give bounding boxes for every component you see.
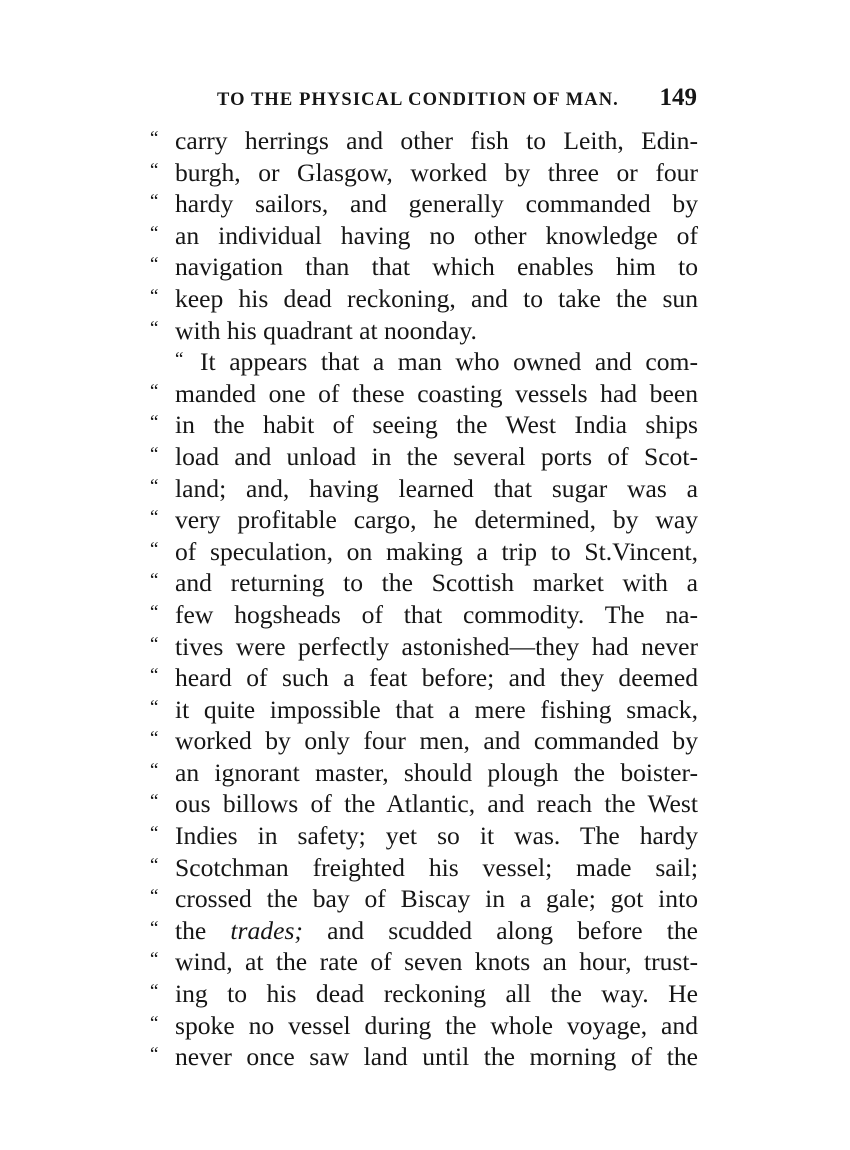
line-text: land; and, having learned that sugar was a	[175, 473, 698, 503]
quote-mark: “	[150, 475, 158, 497]
quote-mark: “	[150, 443, 158, 465]
line-text: never once saw land until the morning of the	[175, 1042, 698, 1072]
line-text: an individual having no other knowledge of	[175, 220, 698, 250]
line-text-before: the	[175, 915, 231, 945]
text-line	[150, 1010, 698, 1042]
quote-mark: “	[150, 285, 158, 307]
line-text: in the habit of seeing the West India ships	[175, 410, 698, 440]
text-line	[150, 567, 698, 599]
quote-mark: “	[150, 633, 158, 655]
line-text-after: and scudded along before the	[302, 915, 698, 945]
line-text: carry herrings and other fish to Leith, Edin-	[175, 126, 698, 155]
quote-mark: “	[150, 222, 158, 244]
line-text: and returning to the Scottish market with a	[175, 568, 698, 598]
quote-mark: “	[150, 412, 158, 434]
line-text: few hogsheads of that commodity. The na-	[175, 599, 698, 629]
line-text: it quite impossible that a mere fishing smack,	[175, 694, 698, 724]
line-text: heard of such a feat before; and they deemed	[175, 663, 698, 693]
text-line	[150, 1041, 698, 1073]
quote-mark: “	[150, 570, 158, 592]
quote-mark: “	[150, 917, 158, 939]
line-text: navigation than that which enables him to	[175, 252, 698, 282]
text-line	[150, 946, 698, 978]
quote-mark: “	[150, 949, 158, 971]
quote-mark: “	[150, 507, 158, 529]
quote-mark: “	[150, 981, 158, 1003]
quote-mark: “	[150, 191, 158, 213]
text-line	[150, 788, 698, 820]
text-line	[150, 125, 698, 157]
line-text	[175, 915, 698, 947]
line-text: with his quadrant at noonday.	[175, 315, 477, 345]
line-text: manded one of these coasting vessels had been	[175, 378, 698, 408]
text-line	[150, 473, 698, 505]
quote-mark: “	[150, 128, 158, 149]
quote-mark: “	[150, 380, 158, 402]
text-line	[150, 599, 698, 631]
running-head	[217, 84, 697, 118]
line-text: load and unload in the several ports of Scot-	[175, 441, 698, 471]
line-text: Indies in safety; yet so it was. The hardy	[175, 821, 698, 851]
text-line	[150, 504, 698, 536]
text-line	[150, 820, 698, 852]
line-text: tives were perfectly astonished—they had never	[175, 631, 698, 661]
text-line	[150, 662, 698, 694]
text-line	[150, 251, 698, 283]
quote-mark: “	[150, 601, 158, 623]
quote-mark: “	[150, 317, 158, 339]
text-line	[150, 441, 698, 473]
text-line	[150, 536, 698, 568]
quote-mark: “	[150, 759, 158, 781]
page-number: 149	[659, 84, 697, 111]
line-text: wind, at the rate of seven knots an hour, trust-	[175, 947, 698, 977]
line-text: hardy sailors, and generally commanded by	[175, 189, 698, 219]
text-line	[150, 315, 698, 347]
quote-mark: “	[150, 696, 158, 718]
line-text: burgh, or Glasgow, worked by three or four	[175, 157, 698, 187]
paragraph-start-line	[150, 346, 698, 378]
line-text: ing to his dead reckoning all the way. He	[175, 979, 698, 1009]
text-line	[150, 631, 698, 663]
line-text: keep his dead reckoning, and to take the sun	[175, 283, 698, 313]
text-line	[150, 220, 698, 252]
text-line	[150, 725, 698, 757]
line-text: crossed the bay of Biscay in a gale; got into	[175, 884, 698, 914]
text-line	[150, 757, 698, 789]
text-line	[150, 157, 698, 189]
quote-mark: “	[150, 823, 158, 845]
quote-mark: “	[150, 791, 158, 813]
italic-word-trades: trades;	[230, 915, 303, 945]
quote-mark: “	[150, 728, 158, 750]
quote-mark: “	[150, 254, 158, 276]
line-text: very profitable cargo, he determined, by way	[175, 505, 698, 535]
text-line	[150, 409, 698, 441]
quote-mark: “	[150, 1044, 158, 1066]
running-title: TO THE PHYSICAL CONDITION OF MAN.	[217, 90, 619, 110]
body-text	[150, 125, 698, 1073]
text-line	[150, 883, 698, 915]
quote-mark: “	[150, 1012, 158, 1034]
line-text: spoke no vessel during the whole voyage, and	[175, 1010, 698, 1040]
text-line	[150, 378, 698, 410]
quote-mark: “	[150, 159, 158, 181]
quote-mark: “	[175, 349, 183, 371]
line-text: ous billows of the Atlantic, and reach the West	[175, 789, 698, 819]
line-text: It appears that a man who owned and com-	[200, 347, 698, 377]
text-line	[150, 188, 698, 220]
quote-mark: “	[150, 665, 158, 687]
quote-mark: “	[150, 854, 158, 876]
line-text: an ignorant master, should plough the boister-	[175, 757, 698, 787]
text-line	[150, 915, 698, 947]
text-line	[150, 852, 698, 884]
quote-mark: “	[150, 886, 158, 908]
text-line	[150, 694, 698, 726]
line-text: of speculation, on making a trip to St.Vincent,	[175, 536, 698, 566]
quote-mark: “	[150, 538, 158, 560]
text-line	[150, 978, 698, 1010]
text-line	[150, 283, 698, 315]
line-text: worked by only four men, and commanded by	[175, 726, 698, 756]
line-text: Scotchman freighted his vessel; made sail;	[175, 852, 698, 882]
